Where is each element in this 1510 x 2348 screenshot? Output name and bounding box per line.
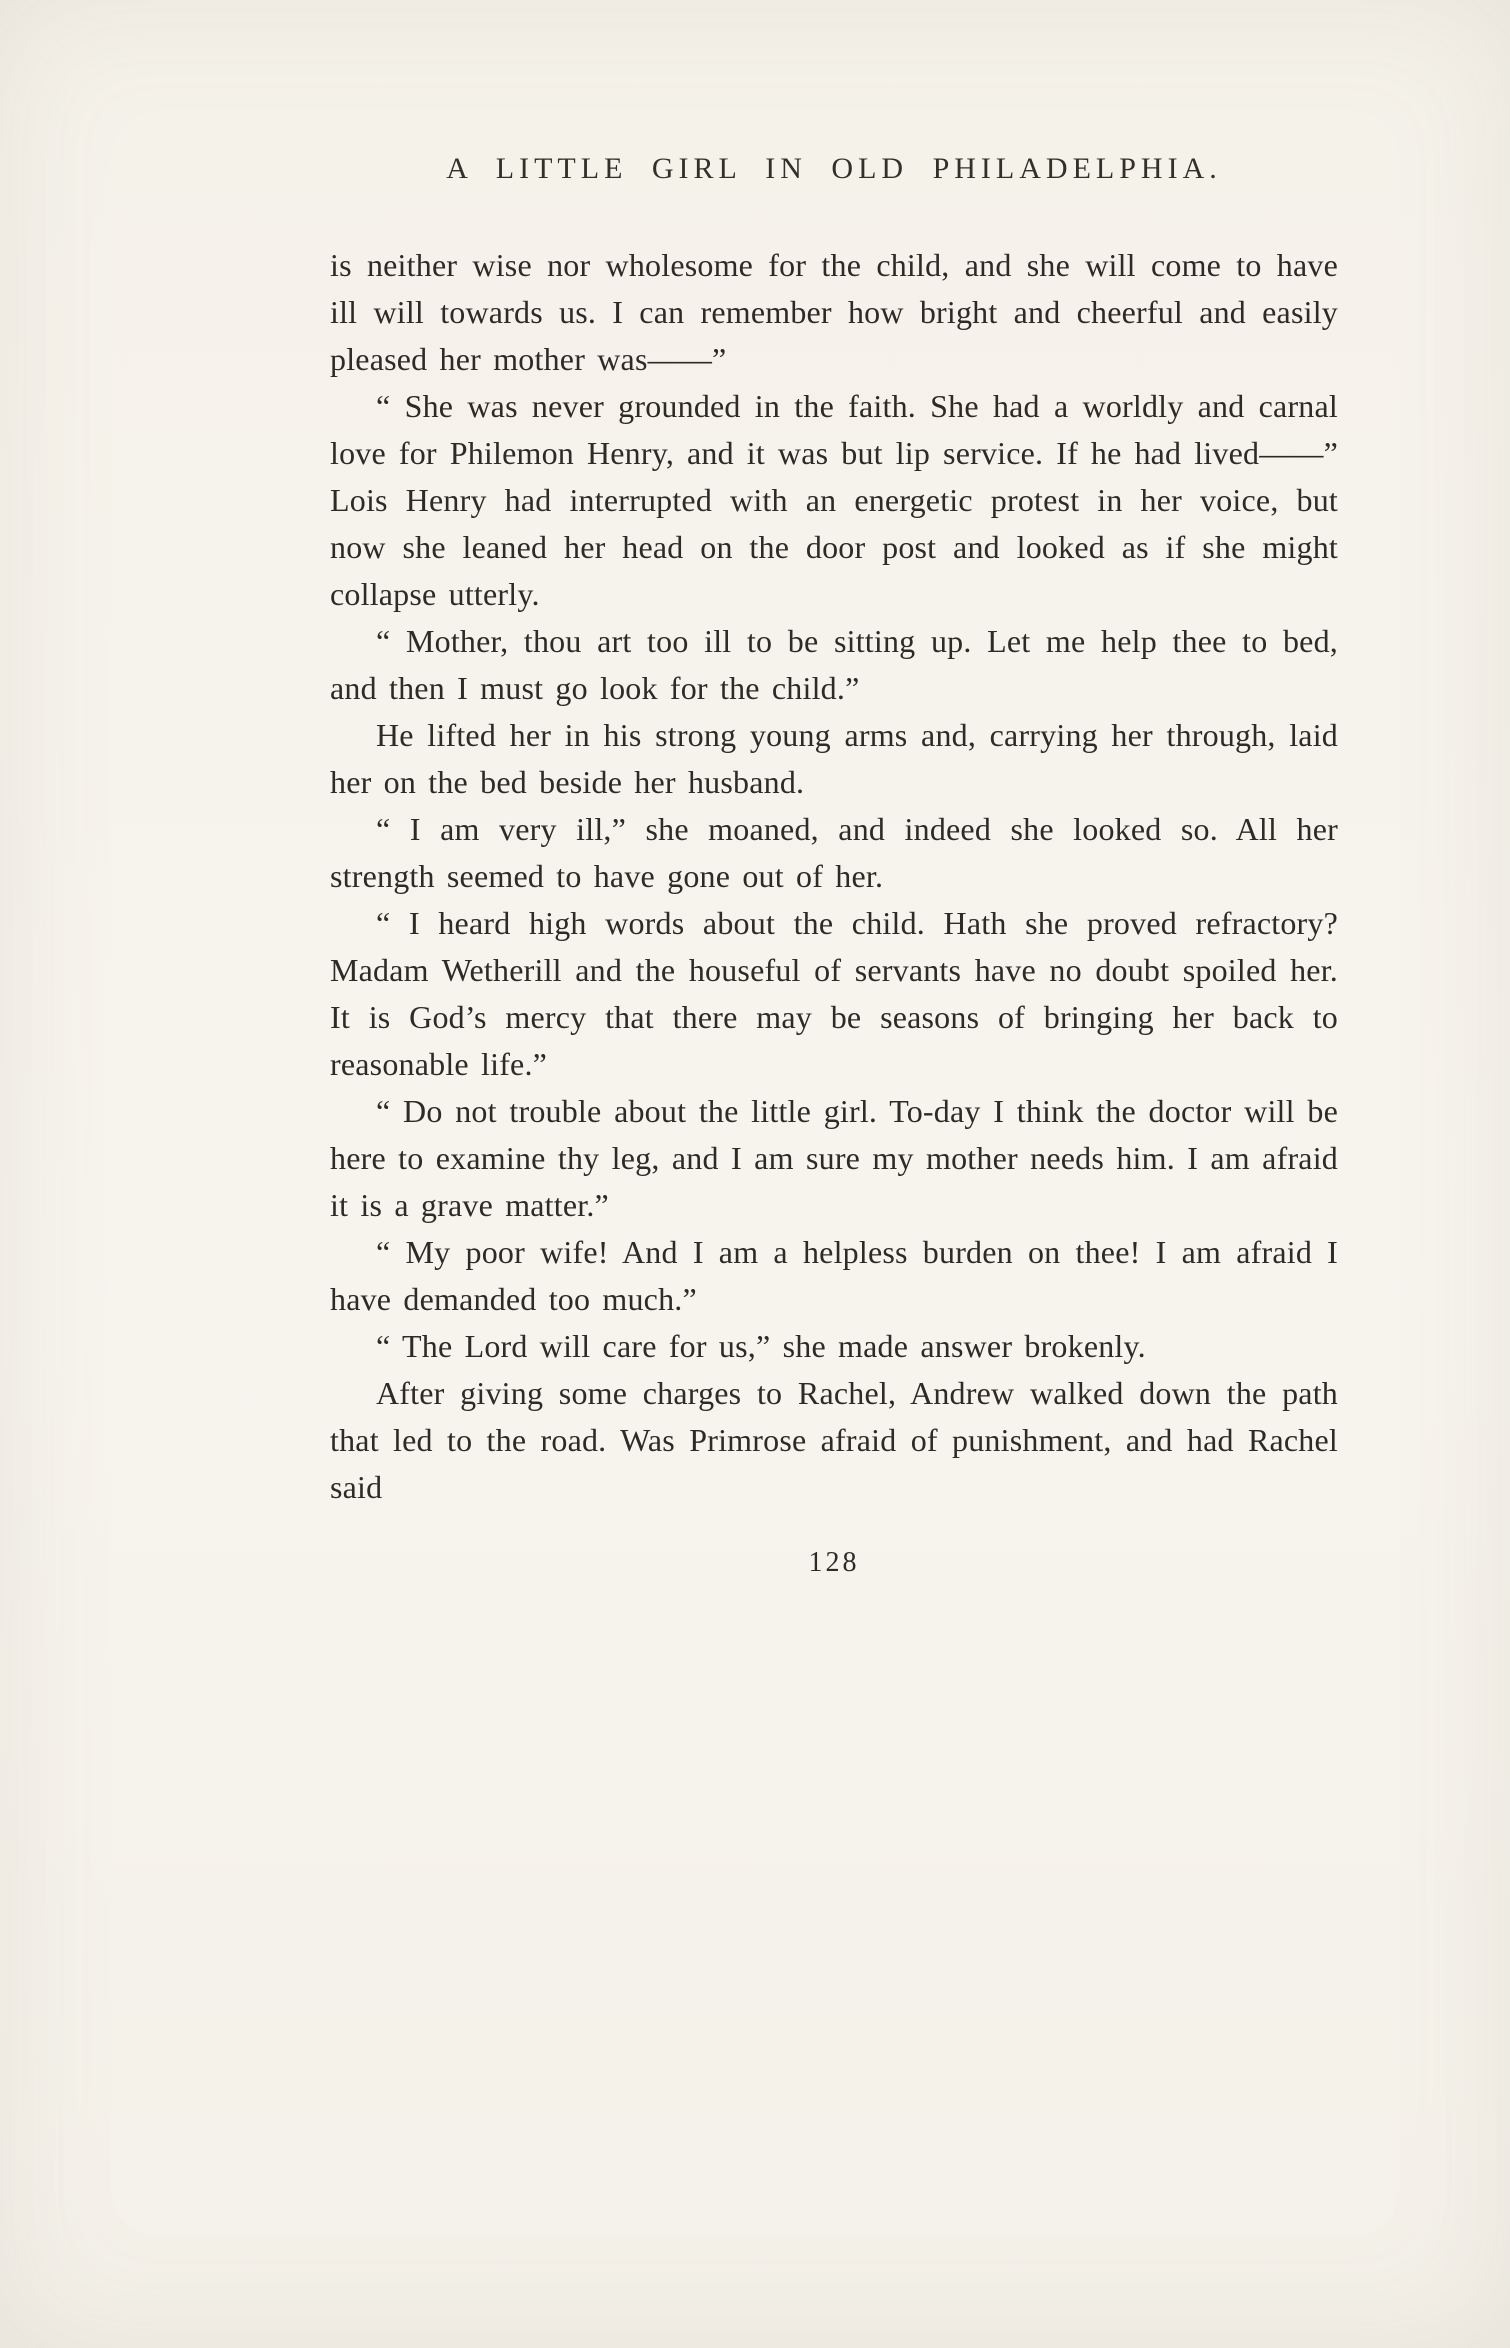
paragraph: After giving some charges to Rachel, Andrew walked down the path that led to the road. Was Primrose afraid of punishment, and had Rachel said xyxy=(330,1375,1338,1505)
running-head: A LITTLE GIRL IN OLD PHILADELPHIA. xyxy=(446,152,1222,185)
paragraph: “ She was never grounded in the faith. She had a worldly and carnal love for Philemon Henry, and it was but lip service. If he had lived——” Lois Henry had interrupted with an energetic protest in her voice, but now she leaned her head on the door post and looked as if she might collapse utterly. xyxy=(330,388,1338,612)
page-number: 128 xyxy=(808,1547,860,1578)
text-column xyxy=(330,152,1338,1579)
paragraph: “ Do not trouble about the little girl. To-day I think the doctor will be here to examine thy leg, and I am sure my mother needs him. I am afraid it is a grave matter.” xyxy=(330,1093,1338,1223)
page-text xyxy=(330,242,1338,1511)
paragraph: “ Mother, thou art too ill to be sitting up. Let me help thee to bed, and then I must go look for the child.” xyxy=(330,623,1338,706)
paragraph: “ I heard high words about the child. Hath she proved refractory? Madam Wetherill and the houseful of servants have no doubt spoiled her. It is God’s mercy that there may be seasons of bringing her back to reasonable life.” xyxy=(330,905,1338,1082)
paragraph: “ My poor wife! And I am a helpless burden on thee! I am afraid I have demanded too much.” xyxy=(330,1234,1338,1317)
paragraph: is neither wise nor wholesome for the child, and she will come to have ill will towards us. I can remember how bright and cheerful and easily pleased her mother was——” xyxy=(330,247,1338,377)
paragraph: He lifted her in his strong young arms and, carrying her through, laid her on the bed beside her husband. xyxy=(330,717,1338,800)
paragraph: “ I am very ill,” she moaned, and indeed she looked so. All her strength seemed to have gone out of her. xyxy=(330,811,1338,894)
paragraph: “ The Lord will care for us,” she made answer brokenly. xyxy=(376,1328,1146,1364)
